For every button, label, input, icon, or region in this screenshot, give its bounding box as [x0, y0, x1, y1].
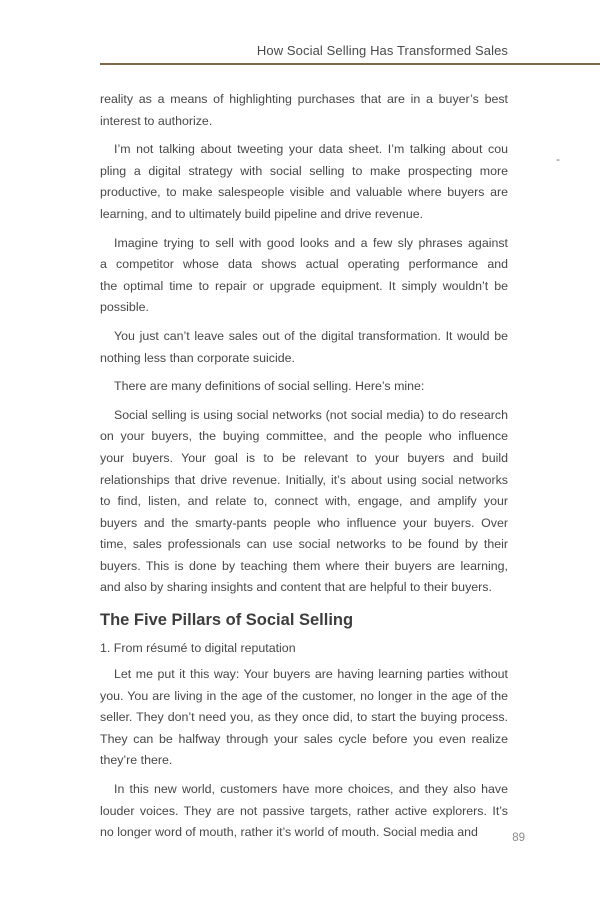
page-number: 89 — [512, 832, 525, 844]
text-line: Social selling is using social networks (not social media) to do research — [114, 407, 508, 422]
text-line: you. You are living in the age of the customer, no longer in the age of the — [100, 688, 508, 703]
text-line: to find, listen, and relate to, connect with, engage, and amplify your — [100, 494, 508, 509]
text-line: the optimal time to repair or upgrade equipment. It simply wouldn’t be — [100, 278, 508, 293]
text-line: a competitor whose data shows actual operating performance and — [100, 257, 508, 272]
body-text-block-1 — [100, 89, 508, 606]
paragraph — [100, 664, 508, 772]
paragraph — [100, 405, 508, 599]
text-line: louder voices. They are not passive targets, rather active explorers. It’s — [100, 803, 508, 818]
text-line: buyers and the smarty-pants people who influence your buyers. Over — [100, 515, 508, 530]
text-line: In this new world, customers have more choices, and they also have — [114, 781, 508, 796]
text-line: They can be halfway through your sales cycle before you even realize — [100, 731, 508, 746]
header-rule — [100, 63, 600, 65]
text-line: your buyers. Your goal is to be relevant to your buyers and build — [100, 450, 508, 465]
text-line: nothing less than corporate suicide. — [100, 350, 295, 365]
text-line: no longer word of mouth, rather it’s world of mouth. Social media and — [100, 825, 478, 840]
text-line: buyers. This is done by teaching them where their buyers are learning, — [100, 558, 508, 573]
text-line: on your buyers, the buying committee, and the people who influence — [100, 429, 508, 444]
text-line: learning, and to ultimately build pipeline and drive revenue. — [100, 206, 424, 221]
subheading: 1. From résumé to digital reputation — [100, 641, 296, 655]
paragraph — [100, 139, 508, 225]
text-line: reality as a means of highlighting purchases that are in a buyer’s best — [100, 92, 508, 106]
text-line: interest to authorize. — [100, 113, 213, 128]
text-line: productive, to make salespeople visible and valuable where buyers are — [100, 185, 508, 200]
running-head: How Social Selling Has Transformed Sales — [256, 43, 508, 58]
section-heading: The Five Pillars of Social Selling — [100, 611, 354, 629]
paragraph — [100, 233, 508, 319]
paragraph — [100, 376, 508, 398]
text-line: Let me put it this way: Your buyers are having learning parties without — [114, 667, 508, 681]
text-line: I’m not talking about tweeting your data sheet. I’m talking about cou — [114, 142, 508, 157]
text-line: relationships that drive revenue. Initially, it’s about using social networks — [100, 472, 508, 487]
stray-hyphen: - — [556, 152, 560, 166]
paragraph — [100, 89, 508, 132]
text-line: Imagine trying to sell with good looks and a few sly phrases against — [114, 235, 508, 250]
paragraph — [100, 326, 508, 369]
text-line: You just can’t leave sales out of the digital transformation. It would be — [114, 328, 508, 343]
text-line: and also by sharing insights and content that are helpful to their buyers. — [100, 580, 492, 595]
text-line: pling a digital strategy with social selling to make prospecting more — [100, 163, 508, 178]
text-line: seller. They don’t need you, as they once did, to start the buying process. — [100, 710, 508, 725]
paragraph — [100, 779, 508, 844]
text-line: they’re there. — [100, 753, 173, 768]
body-text-block-2 — [100, 664, 508, 851]
text-line: There are many definitions of social selling. Here’s mine: — [114, 379, 425, 394]
text-line: possible. — [100, 300, 149, 315]
text-line: time, sales professionals can use social networks to be found by their — [100, 537, 508, 552]
